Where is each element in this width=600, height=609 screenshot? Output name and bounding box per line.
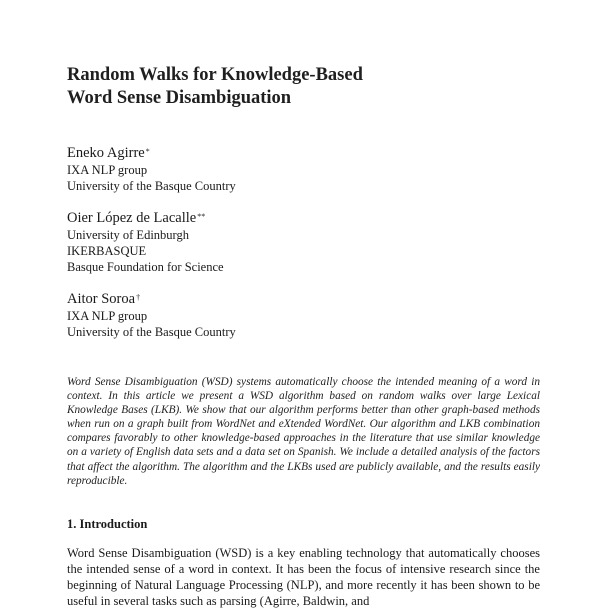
author-affiliation-line: IXA NLP group	[67, 309, 148, 323]
author-block-agirre	[67, 144, 487, 194]
author-footnote-mark: †	[136, 293, 141, 302]
author-footnote-mark: **	[197, 212, 206, 221]
paper-title-line-1: Random Walks for Knowledge-Based	[67, 65, 363, 85]
author-block-lopez-de-lacalle	[67, 209, 487, 276]
paper-title	[67, 64, 537, 110]
introduction-paragraph: Word Sense Disambiguation (WSD) is a key enabling technology that automatically chooses the intended sense of a word in context. It has been the focus of intensive research since the beginning of Natural Language Processing (NLP), and more recently it has been shown to be useful in several tasks such as parsing (Agirre, Baldwin, and	[67, 546, 540, 608]
author-name: Oier López de Lacalle**	[67, 210, 206, 226]
author-block-soroa	[67, 290, 487, 340]
section-heading-introduction: 1. Introduction	[67, 517, 148, 531]
paper-title-line-2: Word Sense Disambiguation	[67, 88, 292, 108]
author-affiliation-line: IKERBASQUE	[67, 244, 147, 259]
author-footnote-mark: *	[145, 147, 150, 156]
author-name: Eneko Agirre*	[67, 145, 150, 161]
author-name: Aitor Soroa†	[67, 291, 141, 307]
author-affiliation-line: IXA NLP group	[67, 163, 148, 177]
author-affiliation-line: University of the Basque Country	[67, 179, 236, 194]
abstract: Word Sense Disambiguation (WSD) systems automatically choose the intended meaning of a word in context. In this article we present a WSD algorithm based on random walks over large Lexical Knowledge Bases (LKB). We show that our algorithm performs better than other graph-based methods when run on a graph built from WordNet and eXtended WordNet. Our algorithm and LKB combination compares favorably to other knowledge-based approaches in the literature that use similar knowledge on a variety of English data sets and a data set on Spanish. We include a detailed analysis of the factors that affect the algorithm. The algorithm and the LKBs used are publicly available, and the results easily reproducible.	[67, 376, 540, 487]
author-affiliation-line: University of the Basque Country	[67, 325, 236, 340]
author-affiliation-line: University of Edinburgh	[67, 228, 189, 242]
author-affiliation-line: Basque Foundation for Science	[67, 260, 224, 275]
